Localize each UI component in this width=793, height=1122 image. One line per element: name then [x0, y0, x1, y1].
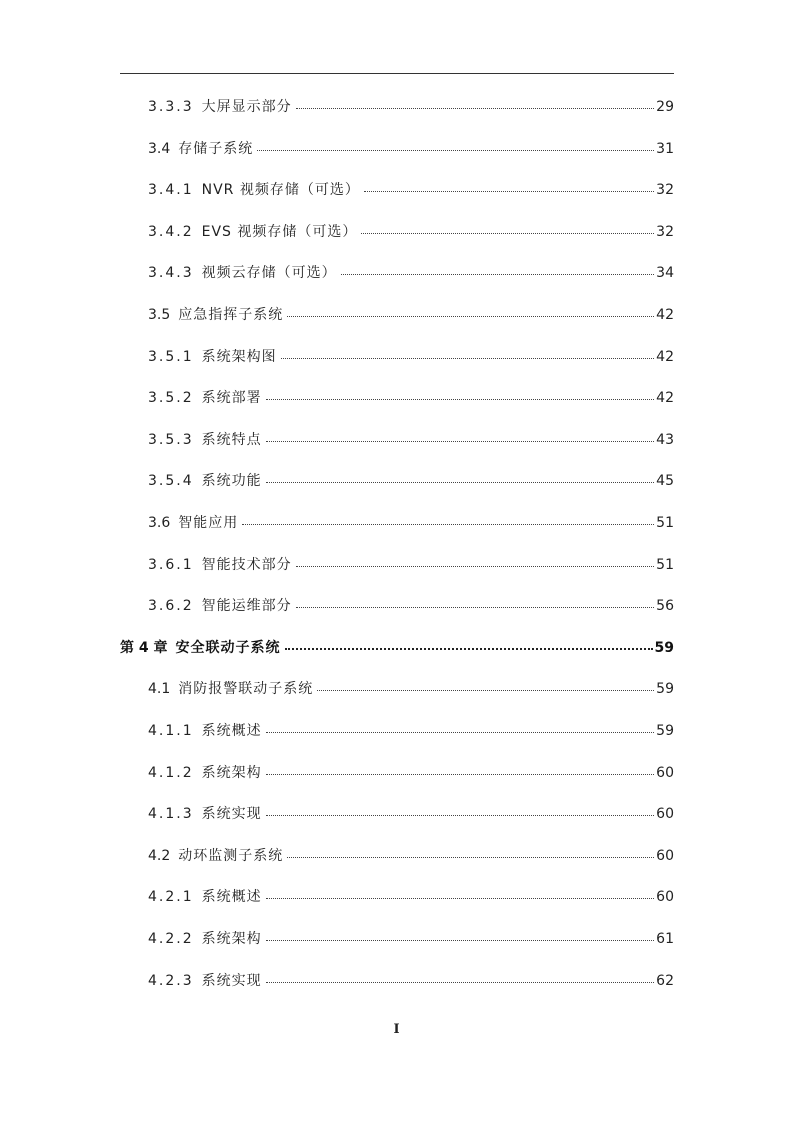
toc-entry-number: 第 4 章: [120, 639, 168, 656]
toc-entry-title: 视频云存储（可选）: [201, 265, 337, 282]
toc-entry[interactable]: [148, 886, 674, 908]
toc-entry-page-number: 59: [656, 681, 674, 698]
toc-entry[interactable]: [148, 179, 674, 201]
toc-dot-leader: [281, 347, 655, 361]
toc-entry-page-number: 56: [656, 598, 674, 615]
toc-entry-page-number: 60: [656, 806, 674, 823]
toc-entry[interactable]: [148, 512, 674, 534]
toc-entry[interactable]: [120, 637, 674, 659]
toc-entry[interactable]: [148, 346, 674, 368]
toc-entry-number: 4.2.2: [148, 931, 194, 947]
toc-entry[interactable]: [148, 470, 674, 492]
toc-entry-title: 系统架构: [201, 931, 262, 947]
toc-entry-number: 3.4.2: [148, 223, 194, 240]
toc-entry-page-number: 45: [656, 473, 674, 490]
toc-entry-title: 智能运维部分: [201, 598, 292, 615]
toc-dot-leader: [266, 971, 655, 985]
toc-dot-leader: [361, 222, 654, 236]
toc-entry-title: 智能技术部分: [201, 556, 292, 573]
toc-entry-title: 应急指挥子系统: [178, 307, 284, 323]
toc-entry-number: 3.5.4: [148, 473, 194, 490]
toc-entry-title: 消防报警联动子系统: [178, 681, 314, 698]
header-rule: [120, 73, 674, 74]
toc-entry-page-number: 32: [656, 182, 674, 199]
toc-entry[interactable]: [148, 803, 674, 825]
toc-entry-number: 4.2: [148, 847, 171, 864]
toc-entry-number: 3.5: [148, 307, 171, 323]
toc-dot-leader: [266, 471, 655, 485]
toc-entry[interactable]: [148, 762, 674, 784]
toc-dot-leader: [266, 929, 655, 943]
toc-entry-title: 系统部署: [201, 390, 262, 407]
toc-dot-leader: [296, 97, 655, 111]
toc-dot-leader: [266, 430, 655, 444]
toc-entry-number: 4.2.1: [148, 889, 194, 906]
toc-entry-number: 4.1.3: [148, 806, 194, 823]
toc-entry[interactable]: [148, 845, 674, 867]
toc-entry-title: 系统概述: [201, 723, 262, 739]
toc-entry-page-number: 61: [656, 931, 674, 947]
toc-dot-leader: [266, 887, 655, 901]
toc-entry-title: 安全联动子系统: [175, 639, 281, 656]
toc-entry-page-number: 31: [656, 140, 674, 157]
toc-entry-number: 3.5.3: [148, 431, 194, 448]
toc-entry-title: 系统架构图: [201, 348, 277, 365]
toc-dot-leader: [364, 180, 654, 194]
toc-entry-title: 系统概述: [201, 889, 262, 906]
toc-entry-page-number: 60: [656, 847, 674, 864]
toc-entry-title: 智能应用: [178, 515, 239, 531]
toc-entry[interactable]: [148, 387, 674, 409]
toc-dot-leader: [266, 721, 655, 735]
toc-entry-title: 大屏显示部分: [201, 99, 292, 115]
toc-entry-title: 动环监测子系统: [178, 847, 284, 864]
toc-entry-title: EVS 视频存储（可选）: [201, 223, 358, 240]
toc-entry-number: 4.1.2: [148, 764, 194, 781]
toc-entry[interactable]: [148, 678, 674, 700]
toc-entry-title: 系统架构: [201, 764, 262, 781]
toc-entry-page-number: 43: [656, 431, 674, 448]
toc-dot-leader: [266, 388, 655, 402]
toc-entry-page-number: 34: [656, 265, 674, 282]
toc-dot-leader: [296, 555, 655, 569]
toc-entry-number: 3.5.1: [148, 348, 194, 365]
toc-entry-page-number: 51: [656, 515, 674, 531]
toc-dot-leader: [287, 305, 654, 319]
toc-dot-leader: [287, 846, 654, 860]
toc-dot-leader: [296, 596, 655, 610]
toc-entry[interactable]: [148, 970, 674, 992]
toc-entry-page-number: 62: [656, 972, 674, 989]
toc-entry-title: 存储子系统: [178, 140, 254, 157]
toc-entry[interactable]: [148, 720, 674, 742]
toc-entry[interactable]: [148, 429, 674, 451]
toc-dot-leader: [341, 263, 655, 277]
toc-entry[interactable]: [148, 595, 674, 617]
toc-entry-title: 系统功能: [201, 473, 262, 490]
toc-entry-number: 3.4.3: [148, 265, 194, 282]
toc-entry-page-number: 59: [654, 639, 674, 656]
toc-entry-number: 3.6.1: [148, 556, 194, 573]
toc-entry-number: 3.6.2: [148, 598, 194, 615]
toc-entry-page-number: 51: [656, 556, 674, 573]
toc-dot-leader: [266, 763, 655, 777]
toc-entry-number: 3.5.2: [148, 390, 194, 407]
toc-entry[interactable]: [148, 928, 674, 950]
toc-entry-title: 系统实现: [201, 806, 262, 823]
toc-entry-page-number: 32: [656, 223, 674, 240]
toc-entry-title: 系统特点: [201, 431, 262, 448]
toc-entry-title: 系统实现: [201, 972, 262, 989]
toc-dot-leader: [242, 513, 654, 527]
toc-entry[interactable]: [148, 221, 674, 243]
toc-dot-leader: [285, 638, 653, 652]
toc-entry-number: 4.1: [148, 681, 171, 698]
toc-entry[interactable]: [148, 554, 674, 576]
toc-entry-page-number: 59: [656, 723, 674, 739]
toc-entry-page-number: 29: [656, 99, 674, 115]
toc-entry-number: 3.3.3: [148, 99, 194, 115]
toc-dot-leader: [317, 679, 654, 693]
toc-entry[interactable]: [148, 138, 674, 160]
toc-dot-leader: [257, 139, 654, 153]
toc-entry[interactable]: [148, 262, 674, 284]
toc-entry-number: 4.2.3: [148, 972, 194, 989]
toc-entry-title: NVR 视频存储（可选）: [201, 182, 360, 199]
toc-entry-page-number: 42: [656, 348, 674, 365]
toc-entry-number: 4.1.1: [148, 723, 194, 739]
toc-entry-number: 3.6: [148, 515, 171, 531]
toc-entry-number: 3.4: [148, 140, 171, 157]
page-number: I: [393, 1022, 400, 1037]
toc-dot-leader: [266, 804, 655, 818]
toc-entry-page-number: 60: [656, 889, 674, 906]
toc-entry-number: 3.4.1: [148, 182, 194, 199]
toc-entry[interactable]: [148, 304, 674, 326]
toc-entry-page-number: 42: [656, 390, 674, 407]
toc-entry-page-number: 42: [656, 307, 674, 323]
toc-entry[interactable]: [148, 96, 674, 118]
toc-entry-page-number: 60: [656, 764, 674, 781]
